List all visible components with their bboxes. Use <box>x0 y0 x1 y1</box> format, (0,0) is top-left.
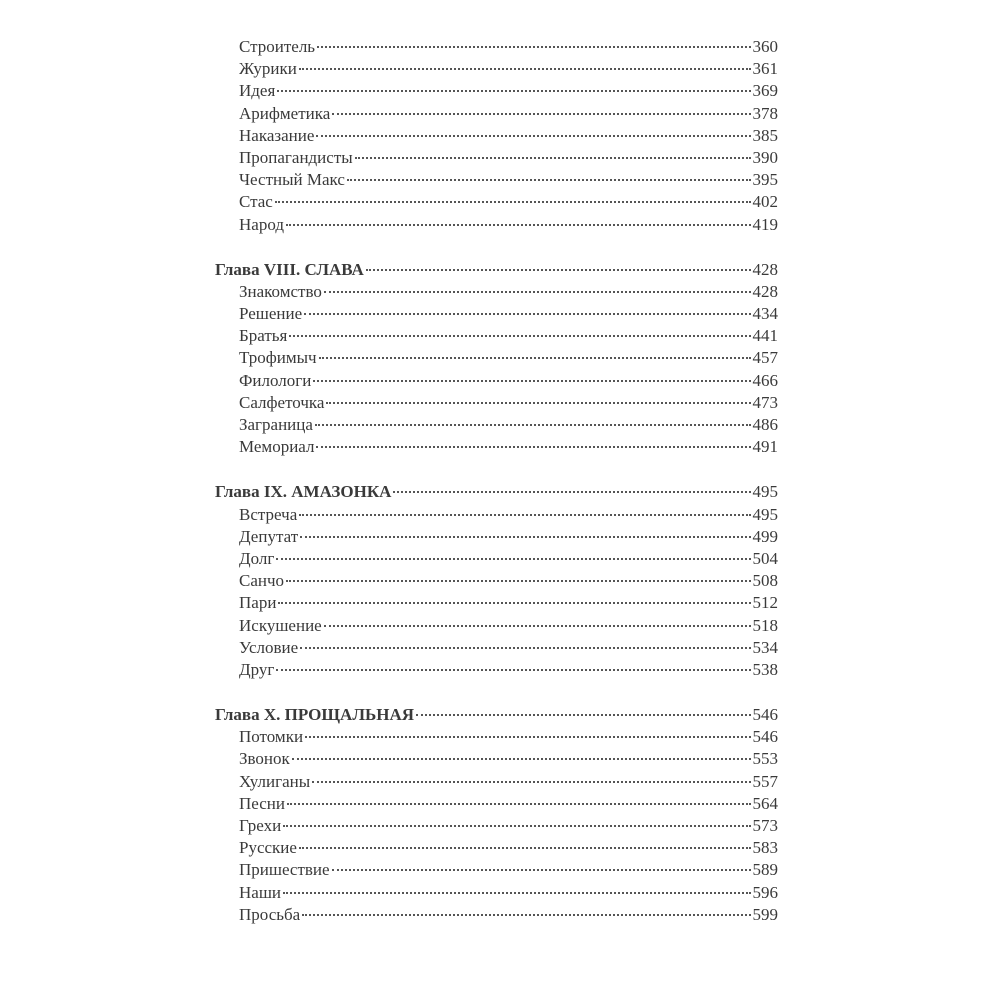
toc-entry-title: Народ <box>239 214 284 234</box>
toc-entry-page-number: 402 <box>752 192 778 212</box>
toc-entry <box>239 58 778 80</box>
toc-entry-title: Долг <box>239 548 275 568</box>
toc-entry-page-number: 434 <box>752 304 778 324</box>
toc-entry-page-number: 457 <box>752 348 778 368</box>
toc-entry <box>239 504 778 526</box>
toc-entry <box>239 281 778 303</box>
toc-entry <box>239 347 778 369</box>
toc-entry <box>239 592 778 614</box>
toc-entry <box>239 659 778 681</box>
toc-entry-title: Салфеточка <box>239 392 325 412</box>
dot-leader <box>289 335 750 337</box>
toc-entry <box>239 36 778 58</box>
toc-entry <box>239 436 778 458</box>
toc-entry-page-number: 504 <box>752 548 778 568</box>
toc-entry <box>239 80 778 102</box>
toc-entry-title: Наказание <box>239 125 315 145</box>
toc-entry-title: Хулиганы <box>239 771 311 791</box>
dot-leader <box>287 803 751 805</box>
toc-entry-title: Филологи <box>239 370 312 390</box>
toc-entry-page-number: 495 <box>752 504 778 524</box>
toc-entry-page-number: 512 <box>752 593 778 613</box>
toc-entry-title: Потомки <box>239 727 304 747</box>
dot-leader <box>316 135 750 137</box>
toc-entry-title: Условие <box>239 637 299 657</box>
toc-entry-title: Глава VIII. СЛАВА <box>215 259 364 279</box>
toc-entry-title: Арифметика <box>239 103 331 123</box>
toc-entry <box>239 147 778 169</box>
toc-entry <box>239 859 778 881</box>
dot-leader <box>277 90 750 92</box>
toc-entry-title: Глава X. ПРОЩАЛЬНАЯ <box>215 705 415 725</box>
toc-entry <box>239 169 778 191</box>
toc-entry <box>239 125 778 147</box>
toc-entry-title: Песни <box>239 793 285 813</box>
toc-entry-title: Грехи <box>239 816 282 835</box>
dot-leader <box>366 269 751 271</box>
dot-leader <box>302 914 750 916</box>
toc-entry-title: Братья <box>239 326 288 346</box>
toc-entry <box>239 392 778 414</box>
toc-entry-page-number: 518 <box>752 615 778 635</box>
dot-leader <box>278 602 750 604</box>
toc-entry-page-number: 486 <box>752 415 778 434</box>
toc-entry-page-number: 361 <box>752 59 778 79</box>
toc-entry-page-number: 378 <box>752 103 778 123</box>
toc-entry-page-number: 428 <box>752 281 778 301</box>
dot-leader <box>313 380 750 382</box>
toc-entry <box>239 103 778 125</box>
toc-entry-page-number: 564 <box>752 793 778 813</box>
dot-leader <box>275 201 751 203</box>
toc-entry-page-number: 360 <box>752 37 778 56</box>
toc-entry-title: Искушение <box>239 615 322 635</box>
dot-leader <box>292 758 751 760</box>
dot-leader <box>304 313 750 315</box>
toc-entry-page-number: 557 <box>752 771 778 791</box>
dot-leader <box>315 424 751 426</box>
toc-entry-title: Друг <box>239 659 275 679</box>
toc-entry <box>239 414 778 436</box>
toc-entry-page-number: 499 <box>752 526 778 546</box>
toc-entry-title: Строитель <box>239 37 316 56</box>
toc-entry-title: Депутат <box>239 526 299 546</box>
toc-entry-title: Решение <box>239 304 303 324</box>
dot-leader <box>416 714 750 716</box>
dot-leader <box>319 357 751 359</box>
toc-entry <box>239 303 778 325</box>
toc-entry-title: Глава IX. АМАЗОНКА <box>215 482 392 502</box>
toc-entry-page-number: 369 <box>752 81 778 101</box>
toc-entry-page-number: 395 <box>752 170 778 190</box>
toc-entry-title: Знакомство <box>239 281 322 301</box>
dot-leader <box>300 536 750 538</box>
toc-entry-page-number: 553 <box>752 749 778 769</box>
toc-chapter-entry <box>215 259 778 281</box>
dot-leader <box>316 446 750 448</box>
toc-entry-page-number: 441 <box>752 326 778 346</box>
toc-entry <box>239 637 778 659</box>
toc-entry-page-number: 473 <box>752 392 778 412</box>
toc-entry <box>239 815 778 837</box>
toc-entry-title: Честный Макс <box>239 170 345 190</box>
toc-entry-title: Пришествие <box>239 860 330 880</box>
toc-entry-page-number: 428 <box>752 259 778 279</box>
dot-leader <box>283 825 750 827</box>
toc-entry <box>239 793 778 815</box>
dot-leader <box>276 669 750 671</box>
toc-entry-page-number: 466 <box>752 370 778 390</box>
dot-leader <box>305 736 750 738</box>
dot-leader <box>393 491 750 493</box>
toc-entry <box>239 325 778 347</box>
toc-entry-page-number: 546 <box>752 705 778 725</box>
toc-entry-page-number: 596 <box>752 882 778 902</box>
toc-entry-title: Трофимыч <box>239 348 317 368</box>
dot-leader <box>299 68 751 70</box>
toc-entry-page-number: 508 <box>752 571 778 591</box>
dot-leader <box>286 224 751 226</box>
toc-entry <box>239 214 778 236</box>
toc-entry <box>239 570 778 592</box>
toc-entry-title: Пропагандисты <box>239 147 353 167</box>
toc-entry-page-number: 583 <box>752 838 778 858</box>
toc-chapter-entry <box>215 481 778 503</box>
toc-entry-title: Наши <box>239 882 282 902</box>
dot-leader <box>299 514 750 516</box>
toc-entry-page-number: 385 <box>752 125 778 145</box>
dot-leader <box>326 402 750 404</box>
toc-entry <box>239 748 778 770</box>
dot-leader <box>332 113 750 115</box>
toc-entry-title: Пари <box>239 593 277 613</box>
toc-entry-title: Просьба <box>239 904 301 924</box>
toc-entry-title: Журики <box>239 59 297 79</box>
toc-entry-page-number: 419 <box>752 214 778 234</box>
toc-entry-page-number: 589 <box>752 860 778 880</box>
toc-entry <box>239 548 778 570</box>
toc-entry <box>239 882 778 904</box>
toc-entry <box>239 191 778 213</box>
toc-entry <box>239 771 778 793</box>
toc-entry-title: Санчо <box>239 571 285 591</box>
toc-entry <box>239 615 778 637</box>
dot-leader <box>300 647 750 649</box>
toc-entry <box>239 904 778 926</box>
dot-leader <box>332 869 751 871</box>
toc-entry-title: Мемориал <box>239 437 315 457</box>
toc-entry-title: Идея <box>239 81 276 101</box>
dot-leader <box>324 625 751 627</box>
toc-entry <box>239 837 778 859</box>
dot-leader <box>347 179 751 181</box>
dot-leader <box>355 157 751 159</box>
toc-entry <box>239 370 778 392</box>
toc-chapter-entry <box>215 704 778 726</box>
dot-leader <box>324 291 751 293</box>
dot-leader <box>286 580 750 582</box>
toc-entry-page-number: 534 <box>752 637 778 657</box>
toc-entry <box>239 526 778 548</box>
dot-leader <box>283 892 750 894</box>
dot-leader <box>312 781 750 783</box>
dot-leader <box>276 558 750 560</box>
toc-entry-title: Встреча <box>239 504 298 524</box>
toc-entry-page-number: 390 <box>752 147 778 167</box>
dot-leader <box>317 46 750 48</box>
toc-entry-page-number: 546 <box>752 727 778 747</box>
toc-entry-page-number: 573 <box>752 816 778 835</box>
toc-entry-page-number: 491 <box>752 437 778 457</box>
toc-entry-title: Стас <box>239 192 273 212</box>
toc-entry-page-number: 538 <box>752 659 778 679</box>
toc-entry-title: Звонок <box>239 749 290 769</box>
toc-entry-page-number: 495 <box>752 482 778 502</box>
toc-entry-page-number: 599 <box>752 904 778 924</box>
toc-entry-title: Русские <box>239 838 297 858</box>
table-of-contents <box>215 36 778 926</box>
toc-entry <box>239 726 778 748</box>
toc-entry-title: Заграница <box>239 415 313 434</box>
dot-leader <box>299 847 751 849</box>
